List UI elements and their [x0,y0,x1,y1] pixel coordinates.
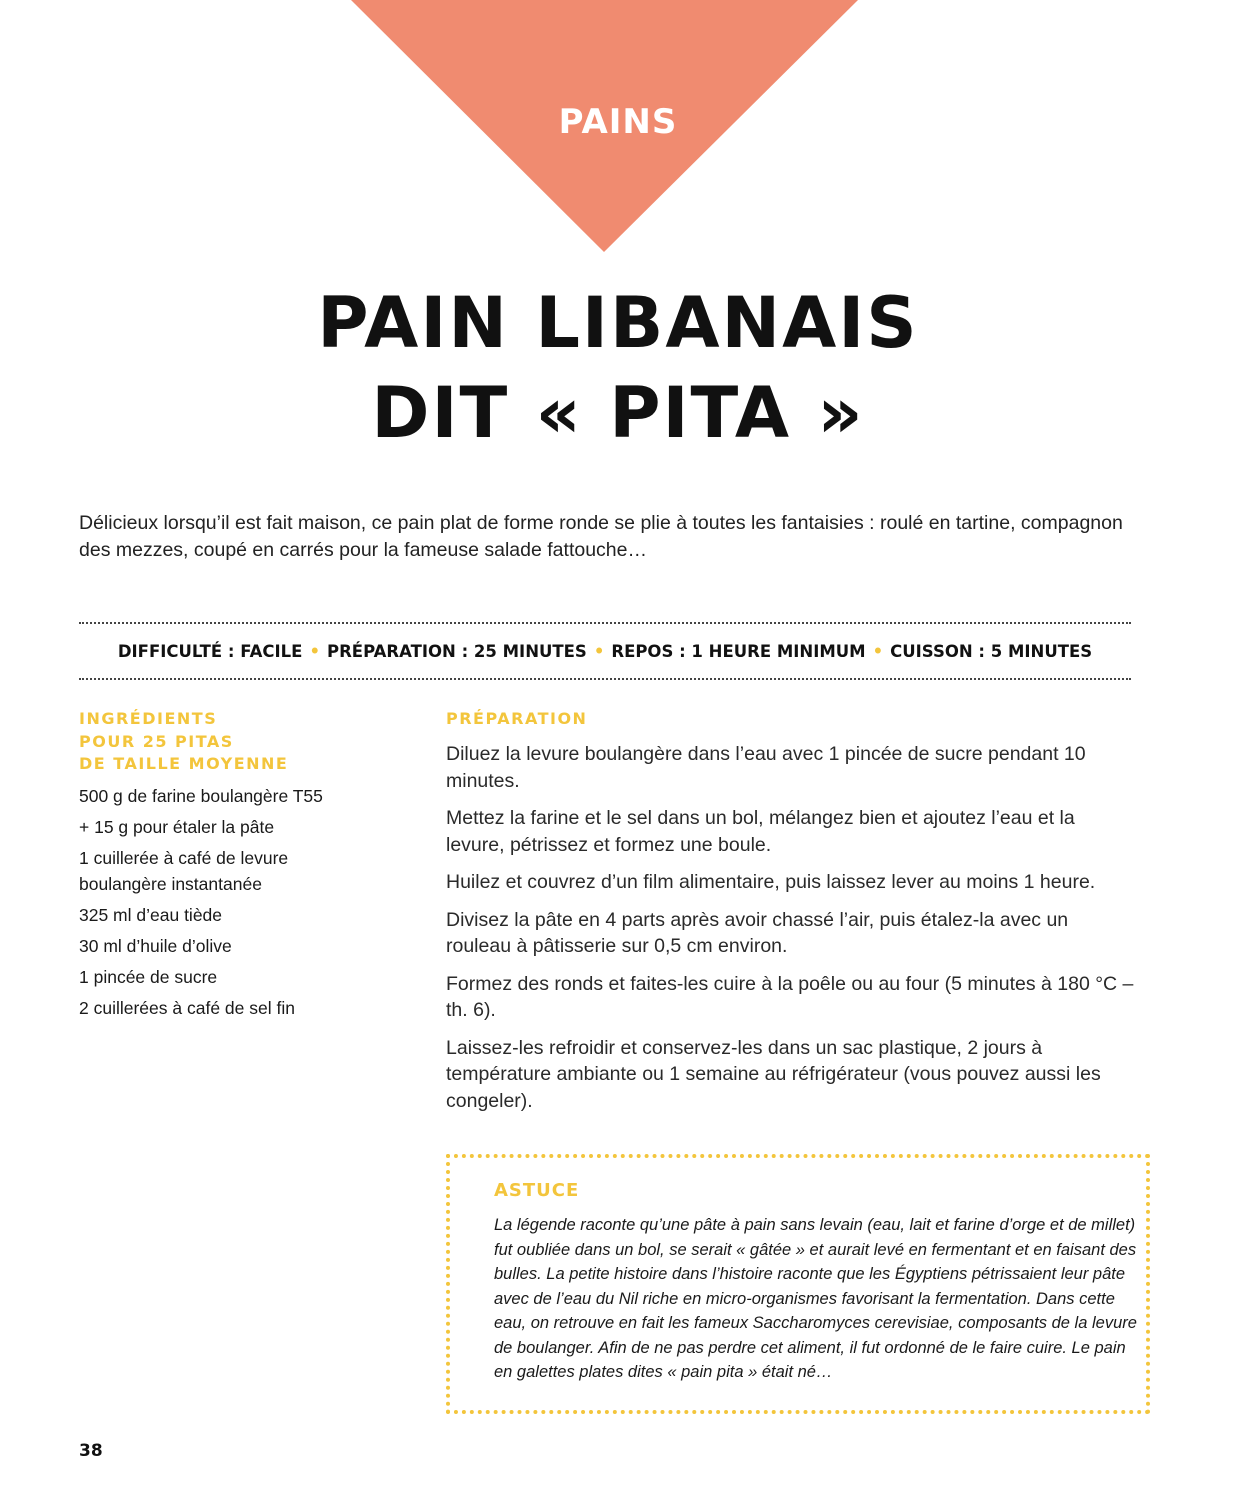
recipe-meta-bar [79,622,1131,680]
recipe-title-line1: PAIN LIBANAIS [317,282,919,364]
recipe-title [0,278,1236,458]
preparation-step: Divisez la pâte en 4 parts après avoir chassé l’air, puis étalez-la avec un rouleau à pâtisserie sur 0,5 cm environ. [446,908,1069,957]
category-label: PAINS [558,102,678,142]
preparation-heading: PRÉPARATION [446,709,588,728]
tip-text: La légende raconte qu’une pâte à pain sans levain (eau, lait et farine d’orge et de millet) fut oubliée dans un bol, se serait « gâtée » et aurait levé en fermentant et en faisant des bulles. La petite histoire dans l’histoire raconte que les Égyptiens pétrissaient leur pâte avec de l’eau du Nil riche en micro-organismes favorisant la fermentation. Dans cette eau, on retrouve en fait les fameux Saccharomyces cerevisiae, composants de la levure de boulanger. Afin de ne pas perdre cet aliment, il fut ordonné de le faire cuire. Le pain en galettes plates dites « pain pita » était né… [494,1216,1137,1381]
ingredients-list [79,783,379,1026]
ingredient-item: 2 cuillerées à café de sel fin [79,998,295,1018]
preparation-step: Mettez la farine et le sel dans un bol, mélangez bien et ajoutez l’eau et la levure, pétrissez et formez une boule. [446,807,1075,856]
page-number: 38 [79,1441,103,1461]
meta-separator: • [593,641,605,661]
preparation-time-info: PRÉPARATION : 25 MINUTES [327,641,587,661]
meta-separator: • [872,641,884,661]
ingredient-item: 30 ml d’huile d’olive [79,936,232,956]
ingredients-heading-line: INGRÉDIENTS [79,709,218,728]
ingredient-item: 325 ml d’eau tiède [79,905,223,925]
ingredient-item: 500 g de farine boulangère T55 [79,786,323,806]
meta-separator: • [309,641,320,661]
ingredients-heading [79,708,288,776]
ingredients-heading-line: POUR 25 PITAS [79,731,234,751]
tip-heading: ASTUCE [494,1180,580,1201]
recipe-intro: Délicieux lorsqu’il est fait maison, ce pain plat de forme ronde se plie à toutes les fantaisies : roulé en tartine, compagnon des mezzes, coupé en carrés pour la fameuse salade fattouche… [79,512,1123,561]
recipe-title-line2: DIT « PITA » [371,372,865,454]
ingredients-heading-line: DE TAILLE MOYENNE [79,754,289,773]
preparation-step: Diluez la levure boulangère dans l’eau avec 1 pincée de sucre pendant 10 minutes. [446,743,1086,792]
preparation-step: Laissez-les refroidir et conservez-les dans un sac plastique, 2 jours à température ambiante ou 1 semaine au réfrigérateur (vous pouvez aussi les congeler). [446,1036,1101,1112]
preparation-steps [446,741,1136,1125]
ingredient-item: 1 cuillerée à café de levure boulangère instantanée [79,848,289,894]
preparation-step: Formez des ronds et faites-les cuire à la poêle ou au four (5 minutes à 180 °C – th. 6). [446,972,1134,1021]
difficulty-info: DIFFICULTÉ : FACILE [117,641,303,661]
tip-box [446,1154,1150,1414]
cooking-time-info: CUISSON : 5 MINUTES [890,641,1093,661]
ingredient-item: 1 pincée de sucre [79,967,218,987]
preparation-step: Huilez et couvrez d’un film alimentaire, puis laissez lever au moins 1 heure. [446,871,1096,893]
ingredient-item: + 15 g pour étaler la pâte [79,817,275,837]
rest-time-info: REPOS : 1 HEURE MINIMUM [611,641,866,661]
